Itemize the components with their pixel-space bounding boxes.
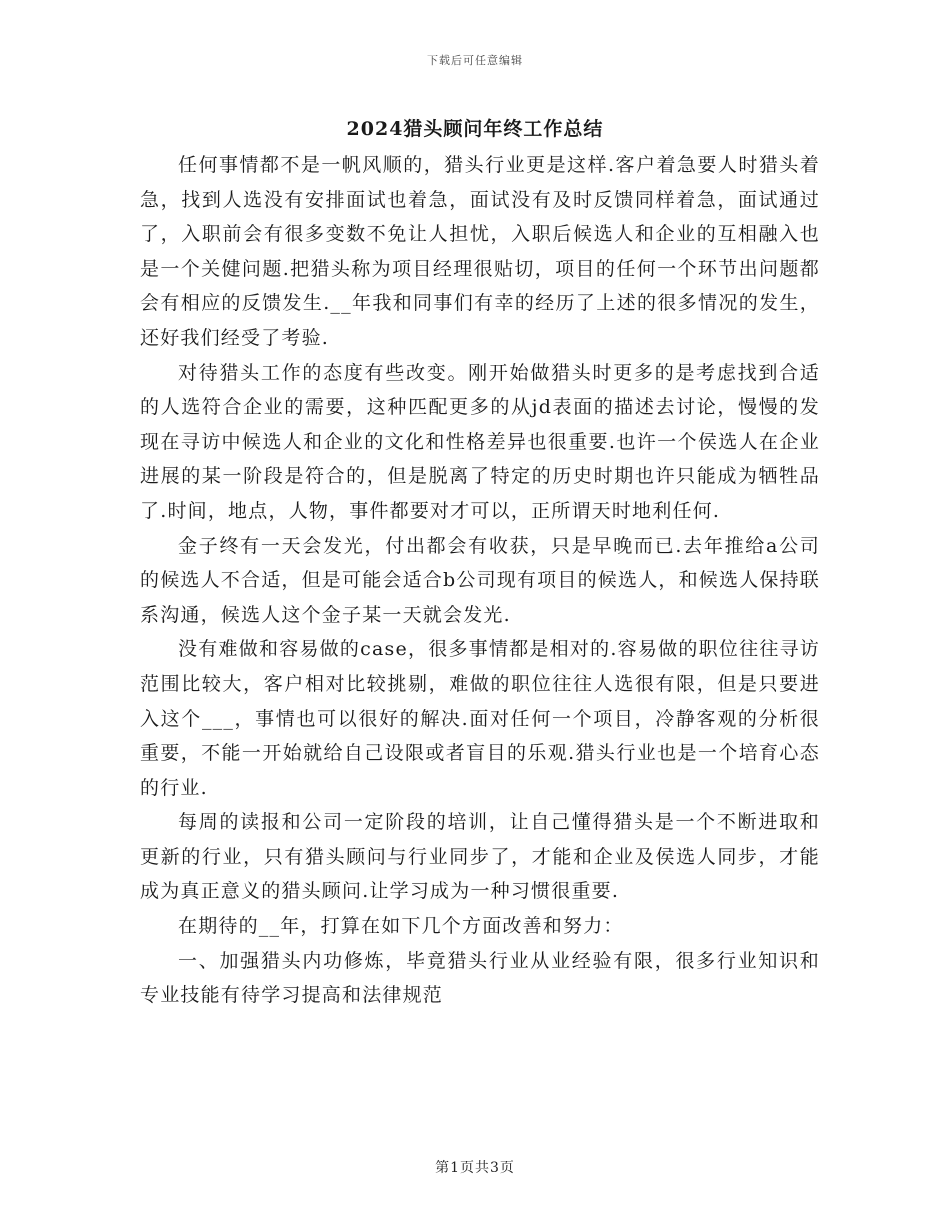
header-note: 下载后可任意编辑 bbox=[427, 54, 523, 67]
document-title: 2024猎头顾问年终工作总结 bbox=[346, 118, 604, 140]
page-number: 第1页共3页 bbox=[435, 1160, 515, 1176]
paragraph-5: 每周的读报和公司一定阶段的培训，让自己懂得猎头是一个不断进取和更新的行业，只有猎头顾问与行业同步了，才能和企业及侯选人同步，才能成为真正意义的猎头顾问.让学习成为一种习惯很重要. bbox=[140, 811, 820, 903]
paragraph-3: 金子终有一天会发光，付出都会有收获，只是早晚而已.去年推给a公司的候选人不合适，但是可能会适合b公司现有项目的候选人，和候选人保持联系沟通，候选人这个金子某一天就会发光. bbox=[140, 534, 820, 626]
document-body bbox=[140, 148, 820, 1013]
paragraph-2: 对待猎头工作的态度有些改变。刚开始做猎头时更多的是考虑找到合适的人选符合企业的需要，这种匹配更多的从jd表面的描述去讨论，慢慢的发现在寻访中候选人和企业的文化和性格差异也很重要.也许一个侯选人在企业进展的某一阶段是符合的，但是脱离了特定的历史时期也许只能成为牺牲品了.时间，地点，人物，事件都要对才可以，正所谓天时地利任何. bbox=[140, 361, 820, 522]
paragraph-1: 任何事情都不是一帆风顺的，猎头行业更是这样.客户着急要人时猎头着急，找到人选没有安排面试也着急，面试没有及时反馈同样着急，面试通过了，入职前会有很多变数不免让人担忧，入职后候选人和企业的互相融入也是一个关健问题.把猎头称为项目经理很贴切，项目的任何一个环节出问题都会有相应的反馈发生.__年我和同事们有幸的经历了上述的很多情况的发生，还好我们经受了考验. bbox=[140, 154, 820, 349]
paragraph-7: 一、加强猎头内功修炼，毕竟猎头行业从业经验有限，很多行业知识和专业技能有待学习提高和法律规范 bbox=[140, 949, 820, 1007]
paragraph-4: 没有难做和容易做的case，很多事情都是相对的.容易做的职位往往寻访范围比较大，客户相对比较挑剔，难做的职位往往人选很有限，但是只要进入这个___，事情也可以很好的解决.面对任何一个项目，冷静客观的分析很重要，不能一开始就给自己设限或者盲目的乐观.猎头行业也是一个培育心态的行业. bbox=[140, 638, 820, 799]
paragraph-6: 在期待的__年，打算在如下几个方面改善和努力： bbox=[178, 915, 624, 938]
